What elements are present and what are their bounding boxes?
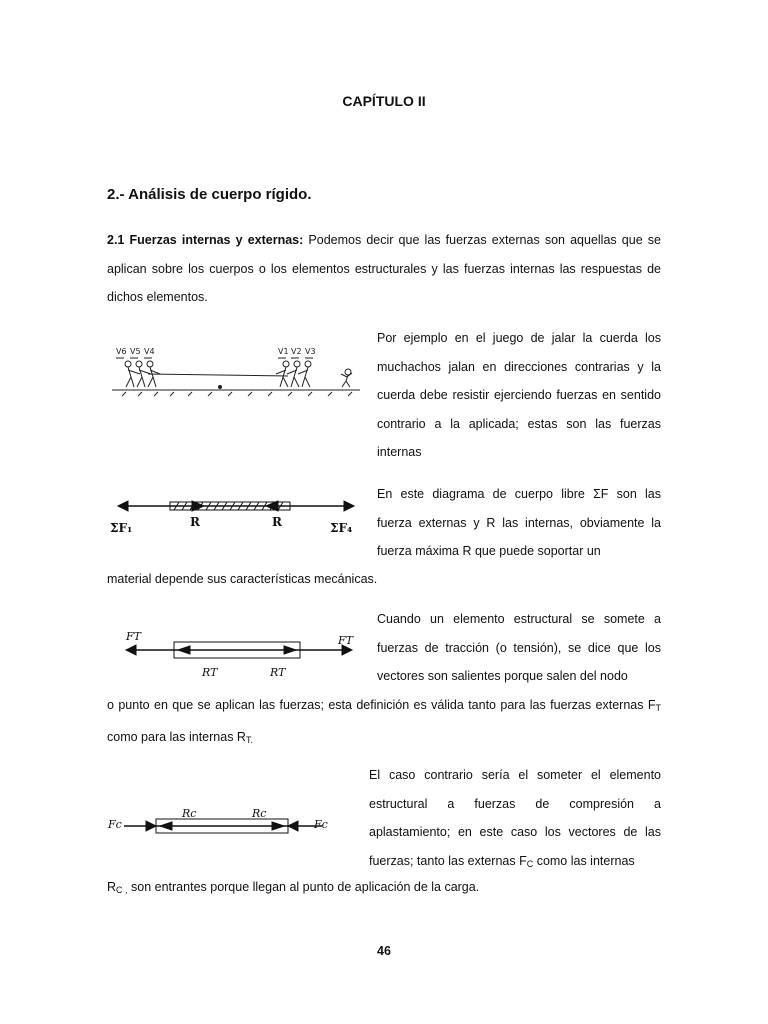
compression-right-r: Rc bbox=[252, 807, 267, 820]
label-v5: V5 bbox=[130, 347, 141, 356]
label-v2: V2 bbox=[291, 347, 302, 356]
intro-paragraph bbox=[107, 226, 661, 312]
tug-of-war-paragraph: Por ejemplo en el juego de jalar la cuerda los muchachos jalan en direcciones contrarias y la cuerda debe resistir ejerciendo fuerzas en sentido contrario a la aplicada; estas son las fuerzas internas bbox=[377, 331, 661, 459]
tension-sub-2: T. bbox=[245, 734, 253, 745]
free-body-paragraph-right: En este diagrama de cuerpo libre ΣF son las fuerza externas y R las internas, obviamente la fuerza máxima R que puede soportar un bbox=[377, 487, 661, 558]
tension-left-r: RT bbox=[202, 666, 218, 679]
page-number: 46 bbox=[377, 944, 391, 958]
tension-right-force: FT bbox=[338, 634, 353, 647]
compression-sub-2: C , bbox=[116, 885, 128, 895]
fb-left-r: R bbox=[190, 515, 200, 529]
label-v6: V6 bbox=[116, 347, 127, 356]
intro-text: Podemos decir que las fuerzas externas son aquellas que se aplican sobre los cuerpos o los elementos estructurales y las fuerzas internas las respuestas de dichos elementos. bbox=[107, 233, 661, 304]
compression-paragraph-right bbox=[369, 761, 661, 878]
compression-right-force: Fc bbox=[314, 818, 328, 831]
tension-text-2: como para las internas R bbox=[107, 729, 246, 744]
tension-diagram bbox=[124, 628, 354, 684]
free-body-paragraph-full: material depende sus características mecánicas. bbox=[107, 572, 378, 586]
tug-of-war-figure bbox=[108, 340, 364, 408]
fb-right-r: R bbox=[272, 515, 282, 529]
compression-text-pre: R bbox=[107, 880, 117, 894]
tension-right-r: RT bbox=[270, 666, 286, 679]
compression-text-1: El caso contrario sería el someter el elemento estructural a fuerzas de compresión a aplastamiento; en este caso los vectores de las fuerzas; tanto las externas F bbox=[369, 768, 661, 868]
compression-text-2: como las internas bbox=[533, 853, 635, 868]
label-v4: V4 bbox=[144, 347, 155, 356]
tension-left-force: FT bbox=[126, 630, 141, 643]
tension-text-1: o punto en que se aplican las fuerzas; esta definición es válida tanto para las fuerzas externas F bbox=[107, 698, 656, 712]
chapter-title: CAPÍTULO II bbox=[342, 93, 426, 109]
compression-left-r: Rc bbox=[182, 807, 197, 820]
section-title: 2.- Análisis de cuerpo rígido. bbox=[107, 186, 312, 203]
compression-sub-1: C bbox=[526, 858, 534, 869]
compression-diagram bbox=[104, 800, 344, 850]
fb-right-force: ΣF₄ bbox=[330, 521, 353, 535]
tension-paragraph-right: Cuando un elemento estructural se somete a fuerzas de tracción (o tensión), se dice que los vectores son salientes porque salen del nodo bbox=[377, 612, 661, 683]
compression-paragraph-full bbox=[107, 873, 661, 905]
free-body-diagram bbox=[108, 486, 364, 546]
compression-left-force: Fc bbox=[108, 818, 122, 831]
tension-paragraph-full bbox=[107, 691, 661, 754]
intro-heading: 2.1 Fuerzas internas y externas: bbox=[107, 233, 304, 247]
label-v1: V1 bbox=[278, 347, 289, 356]
fb-left-force: ΣF₁ bbox=[110, 521, 133, 535]
label-v3: V3 bbox=[305, 347, 316, 356]
compression-text-post: son entrantes porque llegan al punto de aplicación de la carga. bbox=[127, 880, 480, 894]
tension-sub-1: T bbox=[655, 703, 661, 713]
